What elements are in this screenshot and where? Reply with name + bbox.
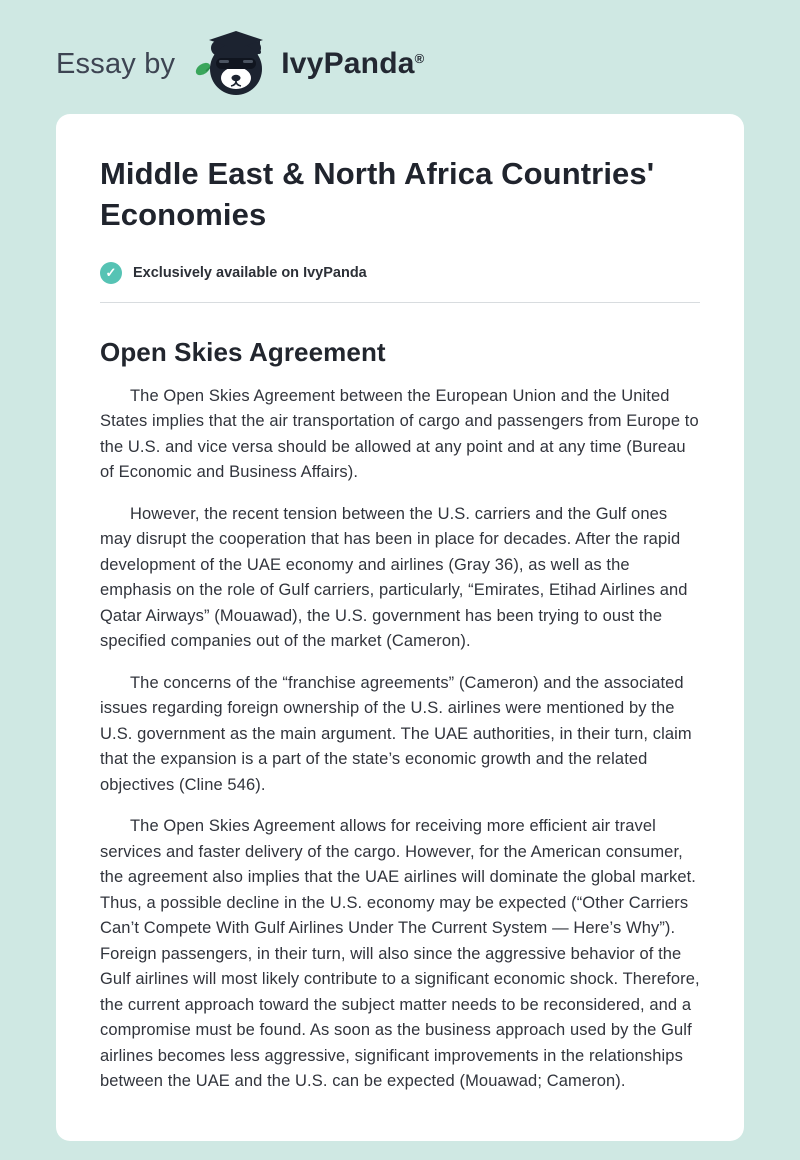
page-header [0, 0, 800, 92]
paragraph: The Open Skies Agreement allows for receiving more efficient air travel services and faster delivery of the cargo. However, for the American consumer, the agreement also implies that the UAE airlines will dominate the global market. Thus, a possible decline in the U.S. economy may be expected (“Other Carriers Can’t Compete With Gulf Airlines Under The Current System — Here’s Why”). Foreign passengers, in their turn, will also since the aggressive behavior of the Gulf airlines will most likely contribute to a significant economic shock. Therefore, the current approach toward the subject matter needs to be reconsidered, and a compromise must be found. As soon as the business approach used by the Gulf airlines becomes less aggressive, significant improvements in the relationships between the UAE and the U.S. can be expected (Mouawad; Cameron). [100, 817, 700, 1091]
divider [100, 302, 700, 303]
ivypanda-logo [193, 31, 424, 97]
paragraph: The concerns of the “franchise agreements” (Cameron) and the associated issues regarding foreign ownership of the U.S. airlines were mentioned by the U.S. government as the main argument. The UAE authorities, in their turn, claim that the expansion is a part of the state’s economic growth and the related objectives (Cline 546). [100, 673, 692, 794]
brand-name: IvyPanda® [281, 47, 425, 80]
paragraph: However, the recent tension between the U.S. carriers and the Gulf ones may disrupt the cooperation that has been in place for decades. After the rapid development of the UAE economy and airlines (Gray 36), as well as the emphasis on the role of Gulf carriers, particularly, “Emirates, Etihad Airlines and Qatar Airways” (Mouawad), the U.S. government has been trying to oust the specified companies out of the market (Cameron). [100, 504, 688, 651]
registered-mark: ® [414, 51, 425, 66]
availability-badge [100, 262, 700, 284]
availability-label: Exclusively available on IvyPanda [133, 264, 367, 281]
essay-body [100, 384, 700, 1095]
essay-card [56, 114, 744, 1141]
page-title: Middle East & North Africa Countries' Economies [100, 156, 655, 232]
paragraph: The Open Skies Agreement between the European Union and the United States implies that the air transportation of cargo and passengers from Europe to the U.S. and vice versa should be allowed at any point and at any time (Bureau of Economic and Business Affairs). [100, 386, 699, 482]
ivypanda-panda-icon [193, 31, 273, 97]
section-heading: Open Skies Agreement [100, 336, 386, 367]
check-icon: ✓ [100, 262, 122, 284]
essay-by-label: Essay by [56, 47, 176, 80]
